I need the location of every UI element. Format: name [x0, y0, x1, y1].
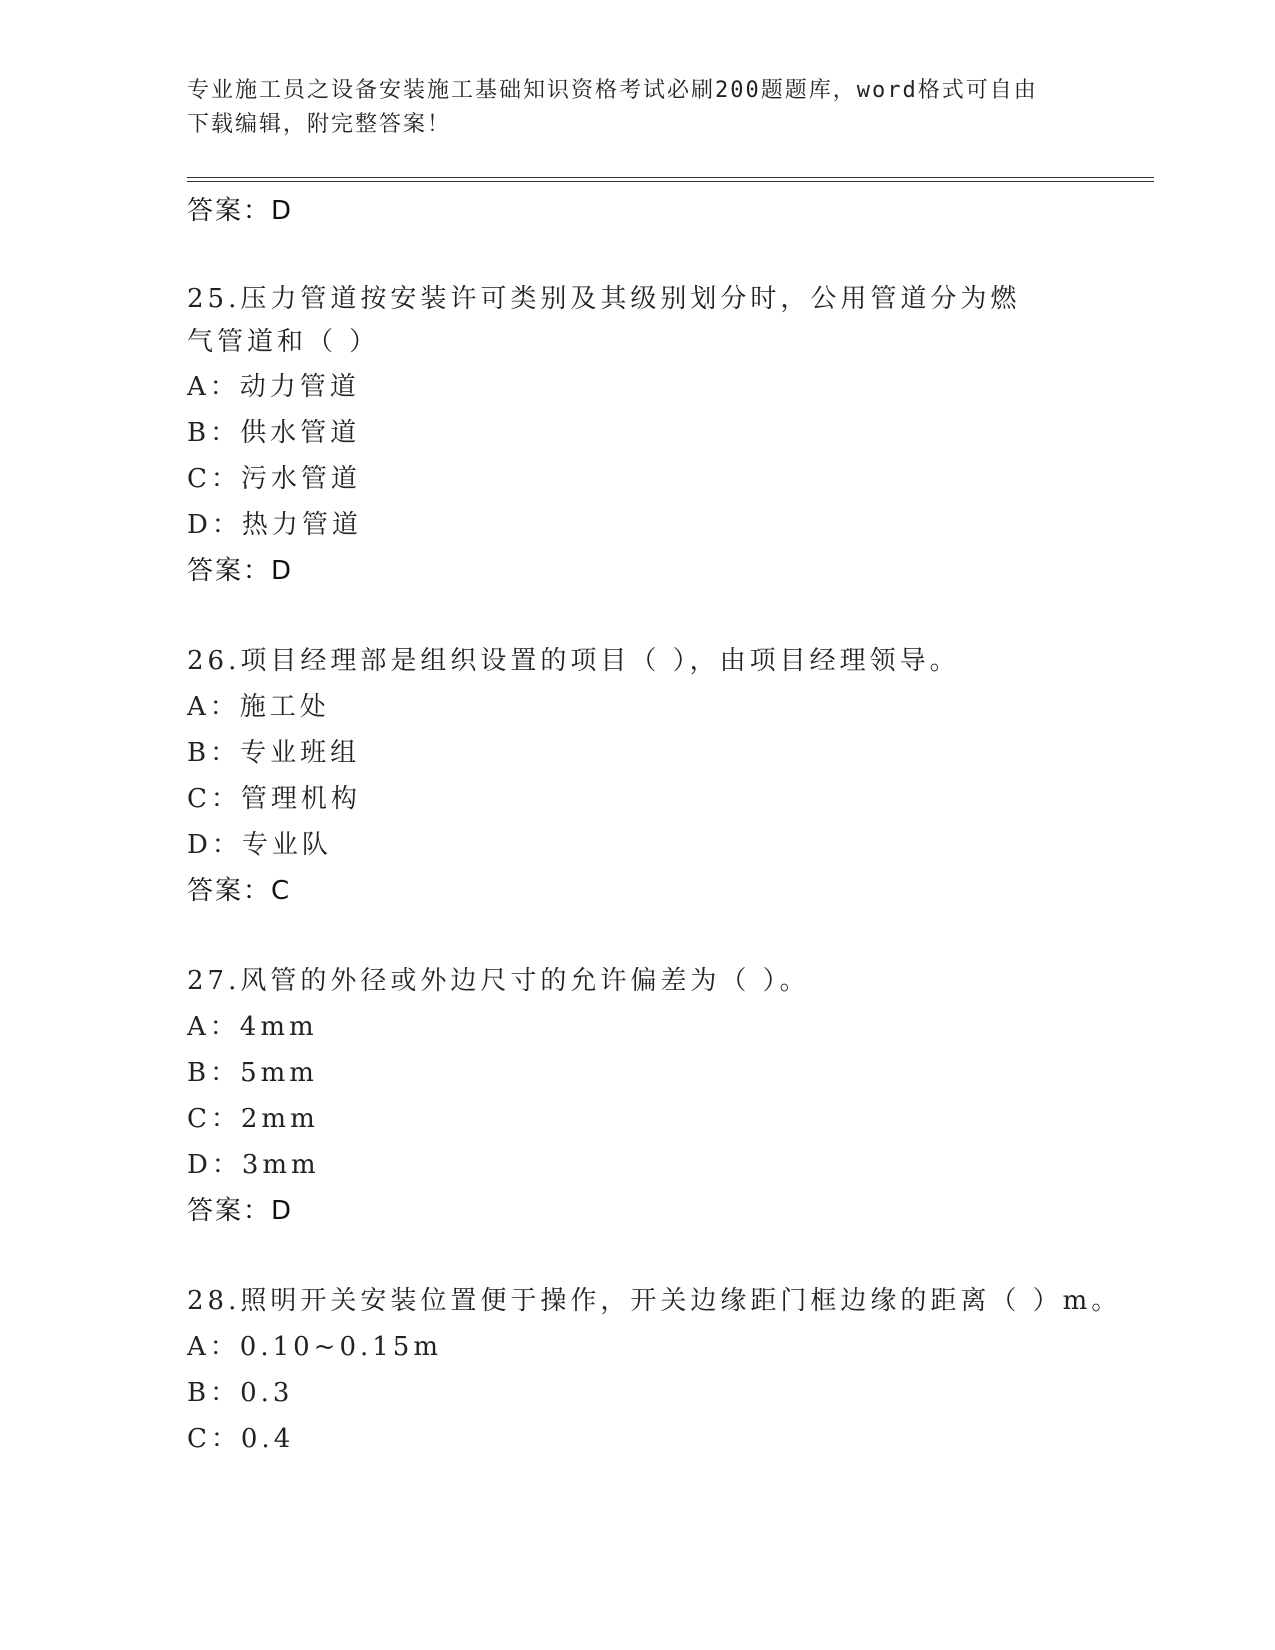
header-line-2: 下载编辑，附完整答案！ [187, 112, 452, 137]
option-c: C：0.4 [187, 1424, 295, 1454]
option-a: A：动力管道 [187, 372, 360, 402]
option-c: C：污水管道 [187, 464, 361, 494]
answer-line: 答案：D [187, 556, 294, 586]
question-stem: 27.风管的外径或外边尺寸的允许偏差为（ ）。 [187, 966, 810, 996]
question-stem: 25.压力管道按安装许可类别及其级别划分时，公用管道分为燃气管道和（ ） [187, 284, 1021, 357]
question-list [187, 188, 1122, 1462]
question-27 [187, 958, 1087, 1234]
answer-line: 答案：C [187, 876, 292, 906]
option-c: C：2mm [187, 1104, 319, 1134]
question-28 [187, 1278, 1122, 1462]
option-b: B：5mm [187, 1058, 318, 1088]
option-a: A：4mm [187, 1012, 318, 1042]
question-stem: 28.照明开关安装位置便于操作，开关边缘距门框边缘的距离（ ）m。 [187, 1286, 1122, 1316]
option-c: C：管理机构 [187, 784, 361, 814]
document-header [187, 74, 1067, 142]
option-a: A：施工处 [187, 692, 330, 722]
option-d: D：热力管道 [187, 510, 362, 540]
question-stem: 26.项目经理部是组织设置的项目（ ），由项目经理领导。 [187, 646, 960, 676]
option-d: D：专业队 [187, 830, 332, 860]
option-a: A：0.10~0.15m [187, 1332, 442, 1362]
question-25 [187, 278, 1087, 594]
option-b: B：专业班组 [187, 738, 361, 768]
answer-line: 答案：D [187, 196, 294, 226]
option-b: B：0.3 [187, 1378, 294, 1408]
option-d: D：3mm [187, 1150, 320, 1180]
header-divider-top [187, 177, 1154, 178]
question-26 [187, 638, 1087, 914]
answer-line: 答案：D [187, 1196, 294, 1226]
option-b: B：供水管道 [187, 418, 361, 448]
header-line-1: 专业施工员之设备安装施工基础知识资格考试必刷200题题库，word格式可自由 [187, 78, 1038, 103]
header-divider-bottom [187, 181, 1154, 182]
